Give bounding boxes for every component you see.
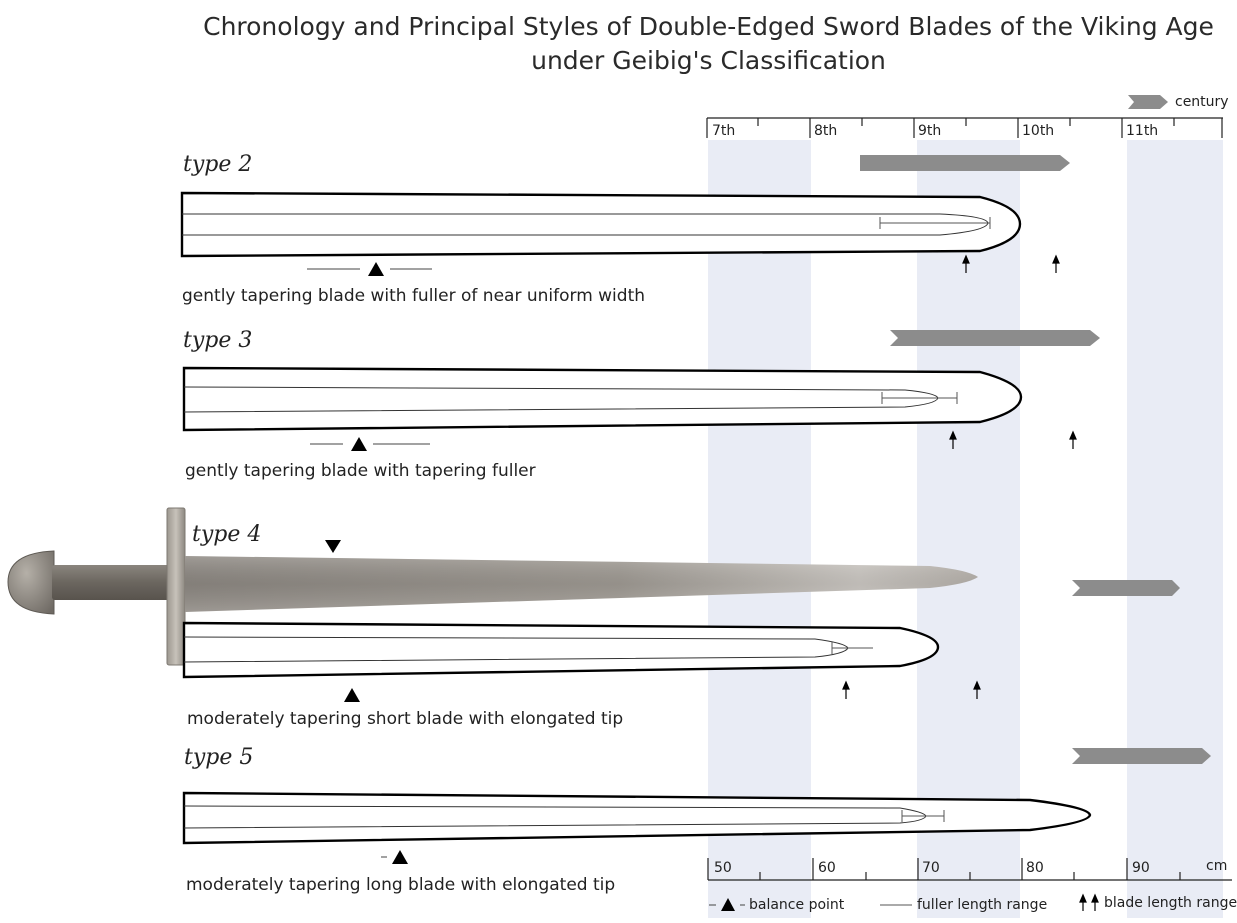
type-3-period-arrow <box>890 330 1100 346</box>
type-4-top-balance-marker <box>325 540 341 553</box>
sword-grip <box>52 565 170 600</box>
diagram-title-line-1: Chronology and Principal Styles of Double-Edged Sword Blades of the Viking Age <box>203 12 1214 41</box>
century-tick-7th: 7th <box>712 123 736 139</box>
type-3-balance-point <box>310 437 430 451</box>
type-5-description: moderately tapering long blade with elongated tip <box>186 875 616 895</box>
band-11th-century <box>1127 140 1223 918</box>
type-2-blade-outline <box>182 193 1020 256</box>
type-5-balance-point <box>381 850 408 864</box>
cm-tick-90: 90 <box>1132 860 1150 876</box>
sword-pommel <box>8 551 54 614</box>
legend-fuller-length-range: fuller length range <box>917 897 1048 913</box>
century-tick-10th: 10th <box>1022 123 1055 139</box>
type-4-balance-point <box>344 688 360 702</box>
diagram-title-line-2: under Geibig's Classification <box>531 46 886 75</box>
type-2-description: gently tapering blade with fuller of near uniform width <box>182 286 646 306</box>
century-tick-11th: 11th <box>1126 123 1159 139</box>
type-5-label: type 5 <box>184 745 254 770</box>
cm-tick-80: 80 <box>1026 860 1044 876</box>
type-5-period-arrow <box>1072 748 1211 764</box>
sword-crossguard <box>167 508 185 665</box>
type-4-period-arrow <box>1072 580 1180 596</box>
type-2-balance-point <box>307 262 432 276</box>
type-2-period-arrow <box>860 155 1070 171</box>
cm-unit-label: cm <box>1206 858 1228 874</box>
century-tick-8th: 8th <box>814 123 838 139</box>
cm-tick-70: 70 <box>922 860 940 876</box>
century-legend-arrow <box>1128 95 1168 109</box>
century-tick-9th: 9th <box>918 123 942 139</box>
type-4-description: moderately tapering short blade with elongated tip <box>187 709 624 729</box>
legend-blade-length-range: blade length range <box>1104 895 1237 911</box>
century-legend-label: century <box>1175 94 1229 110</box>
legend-balance-point: balance point <box>749 897 845 913</box>
type-3-blade-outline <box>184 368 1021 430</box>
type-3-description: gently tapering blade with tapering fuller <box>185 461 536 481</box>
type-4-label: type 4 <box>192 522 262 547</box>
type-4-blade-outline <box>184 623 938 677</box>
cm-tick-60: 60 <box>818 860 836 876</box>
type-2-label: type 2 <box>183 152 253 177</box>
type-3-label: type 3 <box>183 328 253 353</box>
cm-tick-50: 50 <box>714 860 732 876</box>
